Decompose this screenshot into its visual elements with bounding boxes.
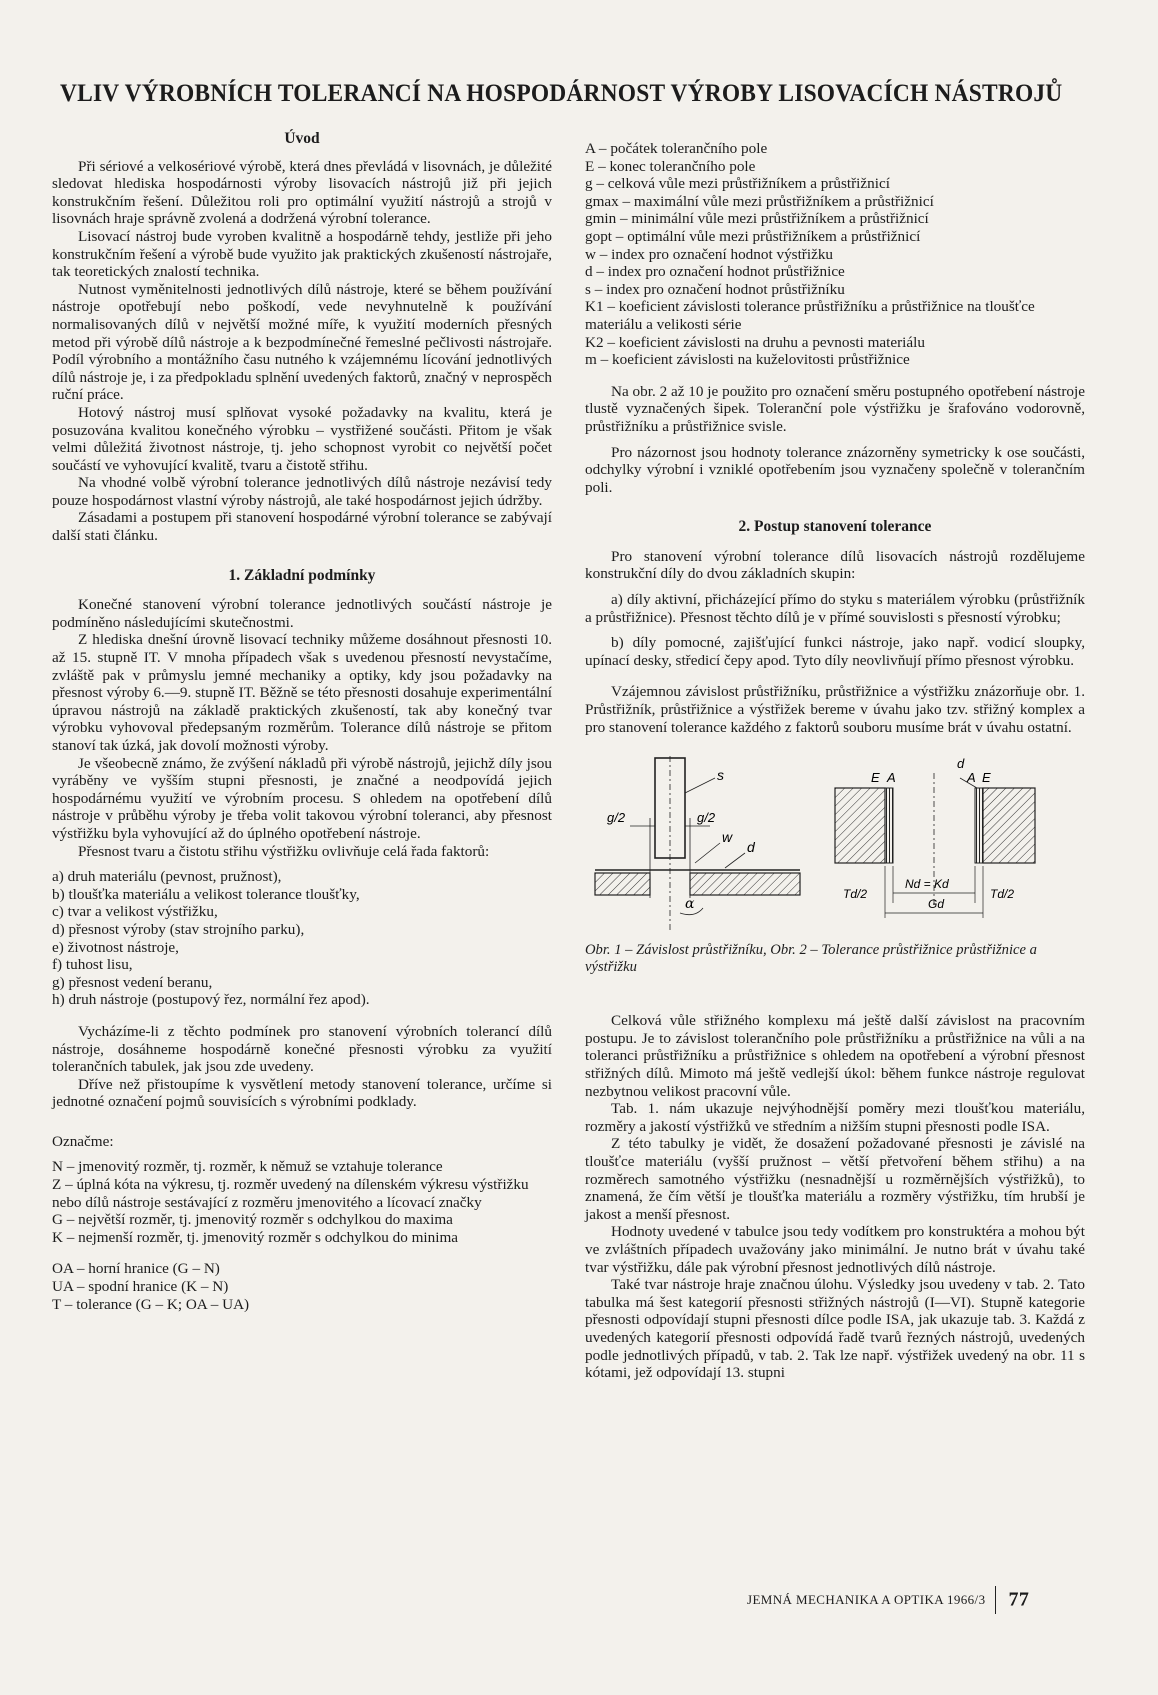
notation-item: E – konec tolerančního pole [585, 157, 756, 175]
section1-paragraph: Je všeobecně známo, že zvýšení nákladů při výrobě nástrojů, jejichž díly jsou vyráběny ve vyšším stupni přesnosti, je značné a neodpovídá jejich hospodárnému využití ve výrobním procesu. S ohledem na opotřebení dílů nástroje v průběhu výroby je třeba volit takovou výrobní toleranci, aby přesnost výstřižku byla vyhovující až do úplného opotřebení nástroje. [52, 754, 552, 842]
intro-paragraph: Nutnost vyměnitelnosti jednotlivých dílů nástroje, které se během používání nástroje opotřebují nebo poškodí, vede nevyhnutelně k používání normalisovaných dílů v největší možné míře, k využití moderních přesných metod při výrobě dílů nástroje a k bezpodmínečné řemeslné pečlivosti nástrojaře. Podíl výrobního a montážního času nutného k vzájemnému lícování jednotlivých dílů nástroje je, i za předpokladu splnění uvedených faktorů, značný v neprospěch ruční práce. [52, 280, 552, 404]
section3-paragraph: Celková vůle střižného komplexu má ještě další závislost na pracovním postupu. Je to závislost tolerančního pole průstřižníku a průstřižnice na vůli a na toleranci průstřižníku a průstřižnice s ohledem na opotřebení a výrobní přesnost střižných dílů. Mimoto má ještě vedlejší úkol: během funkce nástroje regulovat nezbytnou velikost pracovní vůle. [585, 1012, 1085, 1100]
factor-list [52, 868, 552, 1009]
section3-paragraph: Z této tabulky je vidět, že dosažení požadované přesnosti je závislé na tloušťce materiálu (vyšší pružnost – větší přetvoření během střihu) a na rozměrech samotného výstřižku (nesnadnější u rozměrnějších výstřižků), to znamená, že čím větší je tloušťka materiálu a rozměry výstřižku, tím hrubší je jakost a menší přesnost. [585, 1135, 1085, 1223]
section1-paragraph: Přesnost tvaru a čistotu střihu výstřižku ovlivňuje celá řada faktorů: [78, 842, 490, 860]
fig1-label-g-left: g/2 [607, 810, 626, 826]
section2-heading: 2. Postup stanovení tolerance [738, 518, 932, 536]
notation-item: m – koeficient závislosti na kuželovitosti průstřižnice [585, 351, 910, 369]
article-title: VLIV VÝROBNÍCH TOLERANCÍ NA HOSPODÁRNOST VÝROBY LISOVACÍCH NÁSTROJŮ [60, 78, 1063, 107]
fig1-label-d: d [747, 839, 755, 856]
notation-item: Z – úplná kóta na výkresu, tj. rozměr uvedený na dílenském výkresu výstřižku nebo dílů nástroje sestávající z rozměru jmenovitého a lícovací značky [52, 1176, 529, 1211]
fig2-label-A-right: A [967, 770, 976, 786]
fig1-label-g-right: g/2 [697, 810, 716, 826]
section2-group: a) díly aktivní, přicházející přímo do styku s materiálem výrobku (průstřižník a průstřižnice). Přesnost těchto dílů je v přímé souvislosti s přesností výrobku; [585, 591, 1085, 626]
factor-item: h) druh nástroje (postupový řez, normální řez apod). [52, 991, 370, 1009]
figure-caption: Obr. 1 – Závislost průstřižníku, Obr. 2 – Tolerance průstřižnice průstřižnice a výstřižku [585, 942, 1037, 976]
notation-list-2 [52, 1260, 552, 1313]
factor-item: c) tvar a velikost výstřižku, [52, 903, 218, 921]
notation-list [52, 1158, 552, 1246]
notation-item: T – tolerance (G – K; OA – UA) [52, 1295, 250, 1313]
fig2-label-Td-right: Td/2 [990, 887, 1015, 902]
notation-item: K2 – koeficient závislosti na druhu a pevnosti materiálu [585, 333, 925, 351]
left-column [52, 130, 552, 1313]
notation-item: A – počátek tolerančního pole [585, 140, 768, 157]
fig1-label-alpha: α [685, 896, 695, 913]
intro-paragraph: Zásadami a postupem při stanovení hospodárné výrobní tolerance se zabývají další stati článku. [52, 509, 552, 545]
notation-item: G – největší rozměr, tj. jmenovitý rozměr s odchylkou do maxima [52, 1211, 453, 1229]
section2-paragraph: Vzájemnou závislost průstřižníku, průstřižnice a výstřižku znázorňuje obr. 1. Průstřižník, průstřižnice a výstřižek bereme v úvahu jako tzv. střižný komplex a pro stanovení tolerance každého z faktorů souboru musíme brát v úvahu ostatní. [585, 683, 1085, 736]
fig2-label-Td-left: Td/2 [843, 887, 868, 902]
right-paragraph: Na obr. 2 až 10 je použito pro označení směru postupného opotřebení nástroje tlustě vyznačených šipek. Toleranční pole výstřižku je šrafováno vodorovně, průstřižníku a průstřižnice svisle. [585, 382, 1085, 435]
notation-item: g – celková vůle mezi průstřižníkem a průstřižnicí [585, 175, 890, 193]
notation-item: d – index pro označení hodnot průstřižnice [585, 263, 845, 281]
fig1-label-w: w [722, 829, 733, 846]
intro-paragraph: Lisovací nástroj bude vyroben kvalitně a hospodárně tehdy, jestliže při jeho konstrukčním řešení a výrobě bude využito jak praktických zkušeností nástrojaře, tak teoretických znalostí technika. [52, 227, 552, 281]
page-footer [747, 1586, 1097, 1614]
factor-item: g) přesnost vedení beranu, [52, 973, 213, 991]
notation-item: N – jmenovitý rozměr, tj. rozměr, k němuž se vztahuje tolerance [52, 1158, 443, 1176]
section3-paragraph: Hodnoty uvedené v tabulce jsou tedy vodítkem pro konstruktéra a mohou být ve zvláštních případech uvažovány jako minimální. Je nutno brát v úvahu také tvar výstřižku, dále pak výrobní přesnost jednotlivých dílů nástroje. [585, 1223, 1085, 1276]
notation-item: w – index pro označení hodnot výstřižku [585, 245, 834, 263]
fig2-label-Nd-Kd: Nd = Kd [905, 877, 949, 892]
notation-intro: Označme: [52, 1132, 114, 1150]
intro-heading: Úvod [284, 130, 320, 147]
notation-item: gmax – maximální vůle mezi průstřižníkem a průstřižnicí [585, 192, 934, 210]
right-paragraph: Pro názornost jsou hodnoty tolerance znázorněny symetricky k ose součásti, odchylky výrobní i vzniklé opotřebením jsou vyznačeny společně v tolerančním poli. [585, 443, 1085, 496]
section2-group: b) díly pomocné, zajišťující funkci nástroje, jako např. vodicí sloupky, upínací desky, středicí čepy apod. Tyto díly neovlivňují přímo přesnost výrobku. [585, 634, 1085, 669]
factor-item: b) tloušťka materiálu a velikost tolerance tloušťky, [52, 885, 360, 903]
notation-item: K1 – koeficient závislosti tolerance průstřižníku a průstřižnice na tloušťce materiálu a velikosti série [585, 298, 1035, 333]
section1-paragraph: Konečné stanovení výrobní tolerance jednotlivých součástí nástroje je podmíněno následujícími skutečnostmi. [52, 596, 552, 631]
fig2-label-A-left: A [887, 770, 896, 786]
figures [585, 748, 1085, 938]
journal-name: JEMNÁ MECHANIKA A OPTIKA 1966/3 [747, 1592, 986, 1607]
fig2-label-Gd: Gd [928, 897, 945, 912]
footer-divider [995, 1586, 996, 1614]
notation-item: gmin – minimální vůle mezi průstřižníkem a průstřižnicí [585, 210, 929, 228]
factor-item: e) životnost nástroje, [52, 938, 179, 956]
factor-item: d) přesnost výroby (stav strojního parku), [52, 920, 305, 938]
section3-paragraph: Tab. 1. nám ukazuje nejvýhodnější poměry mezi tloušťkou materiálu, rozměry a jakostí výstřižků ve středním a nižším stupni přesnosti podle ISA. [585, 1100, 1085, 1135]
intro-paragraph: Hotový nástroj musí splňovat vysoké požadavky na kvalitu, která je posuzována kvalitou konečného výrobku – vystřižené součásti. Přitom je však velmi důležitá životnost nástroje, tj. jeho schopnost vyrobit co největší počet součástí ve vyhovující kvalitě, tvaru a čistotě střihu. [52, 403, 552, 474]
notation-item: s – index pro označení hodnot průstřižníku [585, 280, 845, 298]
right-column [585, 140, 1085, 1382]
section1-paragraph: Vycházíme-li z těchto podmínek pro stanovení výrobních tolerancí dílů nástroje, dosáhneme hospodárně konečné přesnosti výrobku za využití tolerančních tabulek, jak jsou zde uvedeny. [52, 1022, 552, 1076]
section3-paragraph: Také tvar nástroje hraje značnou úlohu. Výsledky jsou uvedeny v tab. 2. Tato tabulka má šest kategorií přesnosti střižných nástrojů (I—VI). Stupně kategorie přesnosti odpovídají stupni přesnosti dílce podle ISA, jak ukazuje tab. 3. Každá z uvedených kategorií přesnosti odpovídá řadě tvarů řezných nástrojů, uvedených podle jednotlivých případů, v tab. 2. Tak lze např. výstřižek uvedený na obr. 11 s kótami, jež odpovídají 13. stupni [585, 1276, 1085, 1382]
intro-paragraph: Na vhodné volbě výrobní tolerance jednotlivých dílů nástroje nezávisí tedy pouze hospodárnost vlastní výroby nástrojů, ale také hospodárnost jejich údržby. [52, 474, 552, 509]
factor-item: f) tuhost lisu, [52, 956, 133, 974]
section2-paragraph: Pro stanovení výrobní tolerance dílů lisovacích nástrojů rozdělujeme konstrukční díly do dvou základních skupin: [585, 547, 1085, 583]
section1-paragraph: Z hlediska dnešní úrovně lisovací techniky můžeme dosáhnout přesnosti 10. až 15. stupně IT. V mnoha případech však s uvedenou přesností nevystačíme, zvláště pak v průmyslu jemné mechaniky a optiky, kdy jsou požadavky na přesnost výroby 6.—9. stupně IT. Běžně se této přesnosti dosahuje experimentální úpravou nástrojů na základě praktických zkušeností, tak aby konečný tvar výrobku vyhovoval předepsaným rozměrům. Tolerance dílů nástroje se přitom stanoví tak úzká, jak dovolí možnosti výroby. [52, 631, 552, 754]
figure-2 [825, 748, 1075, 938]
section1-heading: 1. Základní podmínky [228, 566, 376, 584]
factor-item: a) druh materiálu (pevnost, pružnost), [52, 868, 282, 886]
fig1-label-s: s [717, 767, 724, 784]
notation-item: UA – spodní hranice (K – N) [52, 1278, 229, 1296]
fig2-label-E-right: E [982, 770, 991, 786]
fig2-label-E-left: E [871, 770, 880, 786]
figure-1 [585, 748, 815, 938]
notation-item: K – nejmenší rozměr, tj. jmenovitý rozměr s odchylkou do minima [52, 1228, 458, 1246]
intro-paragraph: Při sériové a velkosériové výrobě, která dnes převládá v lisovnách, je důležité sledovat hlediska hospodárnosti výroby lisovacích nástrojů již při jejich konstrukčním řešení. Důležitou roli pro optimální využití nástrojů a strojů v lisovnách hraje správně zvolená a dodržená výrobní tolerance. [52, 157, 552, 228]
page-number: 77 [1008, 1588, 1030, 1611]
section1-paragraph: Dříve než přistoupíme k vysvětlení metody stanovení tolerance, určíme si jednotné označení pojmů souvisících s výrobními podklady. [52, 1075, 552, 1111]
fig2-label-d: d [957, 756, 965, 772]
notation-item: gopt – optimální vůle mezi průstřižníkem a průstřižnicí [585, 227, 921, 245]
notation-item: OA – horní hranice (G – N) [52, 1260, 220, 1278]
right-notation-list [585, 140, 1085, 369]
